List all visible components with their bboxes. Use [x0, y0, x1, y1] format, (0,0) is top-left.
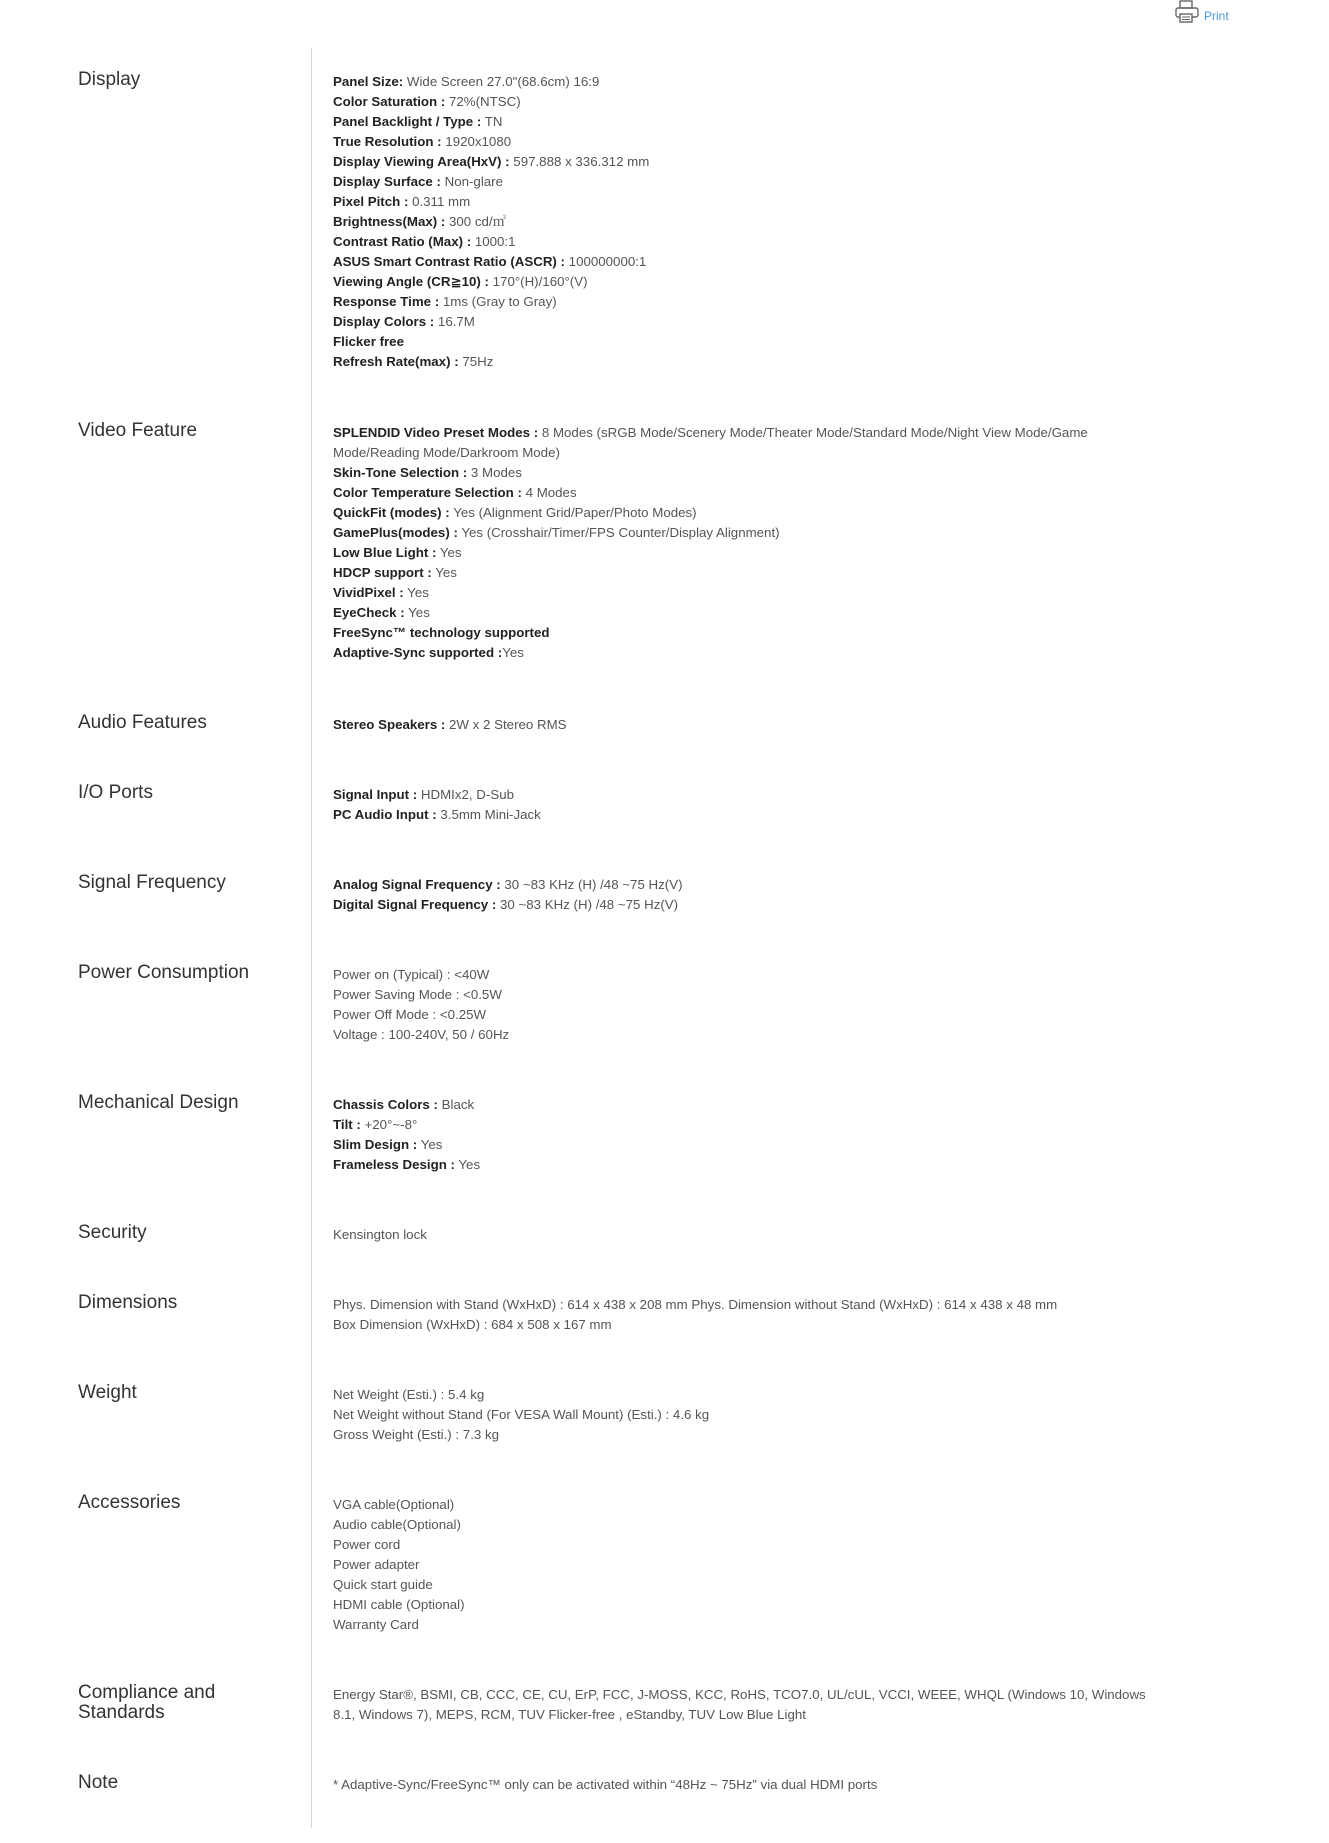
spec-key: Color Saturation :	[333, 94, 446, 109]
spec-value: Power Saving Mode : <0.5W	[333, 987, 502, 1002]
spec-line	[333, 1135, 1163, 1155]
spec-key: Contrast Ratio (Max) :	[333, 234, 472, 249]
spec-line	[333, 1385, 1163, 1405]
spec-value: Box Dimension (WxHxD) : 684 x 508 x 167 mm	[333, 1317, 612, 1332]
spec-line	[333, 1225, 1163, 1245]
spec-line	[333, 1515, 1163, 1535]
spec-line	[333, 805, 1163, 825]
spec-value: +20°~-8°	[360, 1117, 418, 1132]
spec-line	[333, 272, 1163, 292]
spec-line	[333, 1555, 1163, 1575]
spec-key: GamePlus(modes) :	[333, 525, 458, 540]
spec-line	[333, 172, 1163, 192]
spec-line	[333, 1005, 1163, 1025]
spec-line	[333, 1575, 1163, 1595]
spec-value: Yes	[403, 585, 429, 600]
spec-value: 3 Modes	[467, 465, 522, 480]
spec-value: HDMI cable (Optional)	[333, 1597, 465, 1612]
spec-title-display: Display	[78, 69, 141, 90]
spec-value: VGA cable(Optional)	[333, 1497, 455, 1512]
spec-body-dimensions	[333, 1295, 1163, 1335]
spec-key: True Resolution :	[333, 134, 442, 149]
spec-value: 300 cd/㎡	[445, 214, 506, 229]
spec-value: Black	[437, 1097, 475, 1112]
spec-value: Wide Screen 27.0"(68.6cm) 16:9	[403, 74, 600, 89]
spec-value: 8 Modes (sRGB Mode/Scenery Mode/Theater Mode/Standard Mode/Night View Mode/Game Mode/Reading Mode/Darkroom Mode)	[333, 425, 1088, 460]
spec-line	[333, 1115, 1163, 1135]
spec-value: Net Weight without Stand (For VESA Wall Mount) (Esti.) : 4.6 kg	[333, 1407, 710, 1422]
spec-line	[333, 1405, 1163, 1425]
spec-line	[333, 1535, 1163, 1555]
spec-value: 3.5mm Mini-Jack	[436, 807, 541, 822]
spec-value: Audio cable(Optional)	[333, 1517, 461, 1532]
spec-line	[333, 332, 1163, 352]
spec-value: 0.311 mm	[408, 194, 471, 209]
spec-line	[333, 1615, 1163, 1635]
spec-line	[333, 1775, 1163, 1795]
spec-body-display	[333, 72, 1163, 372]
spec-key: Pixel Pitch :	[333, 194, 409, 209]
spec-value: Power on (Typical) : <40W	[333, 967, 490, 982]
spec-line	[333, 72, 1163, 92]
spec-line	[333, 715, 1163, 735]
spec-line	[333, 583, 1163, 603]
spec-key: Response Time :	[333, 294, 440, 309]
column-divider	[311, 48, 312, 1828]
spec-body-signal-frequency	[333, 875, 1163, 915]
spec-body-accessories	[333, 1495, 1163, 1635]
spec-key: Flicker free	[333, 334, 404, 349]
spec-key: Skin-Tone Selection :	[333, 465, 468, 480]
spec-key: Display Viewing Area(HxV) :	[333, 154, 510, 169]
spec-title-audio-features: Audio Features	[78, 712, 207, 733]
spec-key: Frameless Design :	[333, 1157, 455, 1172]
spec-line	[333, 132, 1163, 152]
spec-line	[333, 523, 1163, 543]
spec-line	[333, 463, 1163, 483]
spec-line	[333, 1315, 1163, 1335]
spec-line	[333, 543, 1163, 563]
spec-key: Low Blue Light :	[333, 545, 437, 560]
spec-key: Signal Input :	[333, 787, 418, 802]
spec-key: PC Audio Input :	[333, 807, 437, 822]
print-label: Print	[1204, 9, 1229, 23]
spec-value: Yes	[502, 645, 524, 660]
spec-line	[333, 985, 1163, 1005]
spec-body-compliance	[333, 1685, 1163, 1725]
spec-title-video-feature: Video Feature	[78, 420, 198, 441]
spec-line	[333, 1685, 1163, 1725]
spec-value: Quick start guide	[333, 1577, 433, 1592]
spec-value: Gross Weight (Esti.) : 7.3 kg	[333, 1427, 500, 1442]
spec-key: Viewing Angle (CR≧10) :	[333, 274, 489, 289]
spec-title-power-consumption: Power Consumption	[78, 962, 250, 983]
spec-value: 16.7M	[434, 314, 475, 329]
spec-value: 1000:1	[471, 234, 516, 249]
spec-key: EyeCheck :	[333, 605, 405, 620]
spec-key: Chassis Colors :	[333, 1097, 438, 1112]
spec-value: 30 ~83 KHz (H) /48 ~75 Hz(V)	[496, 897, 679, 912]
spec-key: Refresh Rate(max) :	[333, 354, 459, 369]
spec-value: Yes	[454, 1157, 481, 1172]
spec-value: Voltage : 100-240V, 50 / 60Hz	[333, 1027, 510, 1042]
spec-key: Color Temperature Selection :	[333, 485, 522, 500]
spec-key: QuickFit (modes) :	[333, 505, 450, 520]
spec-key: Brightness(Max) :	[333, 214, 446, 229]
spec-value: Yes	[417, 1137, 443, 1152]
spec-title-signal-frequency: Signal Frequency	[78, 872, 226, 893]
spec-value: Power adapter	[333, 1557, 420, 1572]
spec-key: FreeSync™ technology supported	[333, 625, 550, 640]
spec-title-dimensions: Dimensions	[78, 1292, 178, 1313]
spec-value: 170°(H)/160°(V)	[488, 274, 588, 289]
spec-value: Yes	[436, 545, 462, 560]
spec-value: HDMIx2, D-Sub	[417, 787, 514, 802]
spec-key: ASUS Smart Contrast Ratio (ASCR) :	[333, 254, 565, 269]
spec-value: Yes	[404, 605, 430, 620]
spec-key: Display Surface :	[333, 174, 441, 189]
spec-line	[333, 1025, 1163, 1045]
spec-line	[333, 965, 1163, 985]
spec-value: Warranty Card	[333, 1617, 419, 1632]
spec-value: Phys. Dimension with Stand (WxHxD) : 614 x 438 x 208 mm Phys. Dimension without Stand (WxHxD) : 614 x 438 x 48 mm	[333, 1297, 1058, 1312]
spec-line	[333, 483, 1163, 503]
spec-line	[333, 232, 1163, 252]
spec-body-note	[333, 1775, 1163, 1795]
spec-title-security: Security	[78, 1222, 147, 1243]
spec-body-mechanical-design	[333, 1095, 1163, 1175]
spec-key: Display Colors :	[333, 314, 435, 329]
spec-value: Kensington lock	[333, 1227, 427, 1242]
spec-line	[333, 192, 1163, 212]
spec-value: Yes (Crosshair/Timer/FPS Counter/Display Alignment)	[457, 525, 780, 540]
spec-line	[333, 1495, 1163, 1515]
spec-key: Adaptive-Sync supported :	[333, 645, 503, 660]
spec-line	[333, 1295, 1163, 1315]
spec-value: Net Weight (Esti.) : 5.4 kg	[333, 1387, 485, 1402]
spec-line	[333, 152, 1163, 172]
spec-value: TN	[481, 114, 503, 129]
spec-value: 100000000:1	[564, 254, 647, 269]
spec-title-mechanical-design: Mechanical Design	[78, 1092, 239, 1113]
spec-line	[333, 1095, 1163, 1115]
spec-value: Power Off Mode : <0.25W	[333, 1007, 487, 1022]
spec-line	[333, 92, 1163, 112]
spec-value: 597.888 x 336.312 mm	[509, 154, 650, 169]
spec-line	[333, 252, 1163, 272]
spec-value: Non-glare	[440, 174, 503, 189]
spec-value: 30 ~83 KHz (H) /48 ~75 Hz(V)	[500, 877, 683, 892]
spec-line	[333, 643, 1163, 663]
spec-line	[333, 563, 1163, 583]
spec-key: VividPixel :	[333, 585, 404, 600]
spec-body-video-feature	[333, 423, 1163, 663]
spec-value: Yes (Alignment Grid/Paper/Photo Modes)	[449, 505, 697, 520]
spec-value: 1ms (Gray to Gray)	[439, 294, 557, 309]
spec-line	[333, 1425, 1163, 1445]
spec-key: SPLENDID Video Preset Modes :	[333, 425, 539, 440]
spec-value: 1920x1080	[441, 134, 512, 149]
spec-title-note: Note	[78, 1772, 119, 1793]
spec-key: HDCP support :	[333, 565, 432, 580]
spec-value: Energy Star®, BSMI, CB, CCC, CE, CU, ErP, FCC, J-MOSS, KCC, RoHS, TCO7.0, UL/cUL, VCCI, WEEE, WHQL (Windows 10, Windows 8.1, Windows 7), MEPS, RCM, TUV Flicker-free , eStandby, TUV Low Blue Light	[333, 1687, 1146, 1722]
spec-key: Slim Design :	[333, 1137, 418, 1152]
spec-line	[333, 875, 1163, 895]
spec-key: Digital Signal Frequency :	[333, 897, 497, 912]
printer-icon	[1174, 0, 1200, 24]
print-button[interactable]	[1174, 0, 1229, 24]
spec-line	[333, 212, 1163, 232]
spec-line	[333, 423, 1163, 463]
spec-title-io-ports: I/O Ports	[78, 782, 153, 803]
spec-value: 2W x 2 Stereo RMS	[445, 717, 567, 732]
spec-title-weight: Weight	[78, 1382, 137, 1403]
spec-line	[333, 1595, 1163, 1615]
spec-key: Panel Backlight / Type :	[333, 114, 482, 129]
spec-body-io-ports	[333, 785, 1163, 825]
spec-value: 4 Modes	[521, 485, 577, 500]
spec-key: Panel Size:	[333, 74, 404, 89]
spec-line	[333, 292, 1163, 312]
spec-line	[333, 503, 1163, 523]
spec-value: Power cord	[333, 1537, 401, 1552]
spec-value: 72%(NTSC)	[445, 94, 521, 109]
spec-body-security	[333, 1225, 1163, 1245]
spec-line	[333, 623, 1163, 643]
spec-key: Stereo Speakers :	[333, 717, 446, 732]
spec-key: Tilt :	[333, 1117, 361, 1132]
spec-body-weight	[333, 1385, 1163, 1445]
spec-line	[333, 312, 1163, 332]
spec-line	[333, 603, 1163, 623]
spec-line	[333, 1155, 1163, 1175]
spec-value: * Adaptive-Sync/FreeSync™ only can be activated within “48Hz ~ 75Hz” via dual HDMI ports	[333, 1777, 878, 1792]
spec-body-power-consumption	[333, 965, 1163, 1045]
spec-value: Yes	[431, 565, 457, 580]
spec-key: Analog Signal Frequency :	[333, 877, 501, 892]
spec-title-accessories: Accessories	[78, 1492, 181, 1513]
spec-line	[333, 785, 1163, 805]
spec-value: 75Hz	[458, 354, 494, 369]
spec-line	[333, 352, 1163, 372]
spec-line	[333, 112, 1163, 132]
spec-line	[333, 895, 1163, 915]
spec-body-audio-features	[333, 715, 1163, 735]
spec-title-compliance: Compliance and Standards	[78, 1682, 216, 1723]
